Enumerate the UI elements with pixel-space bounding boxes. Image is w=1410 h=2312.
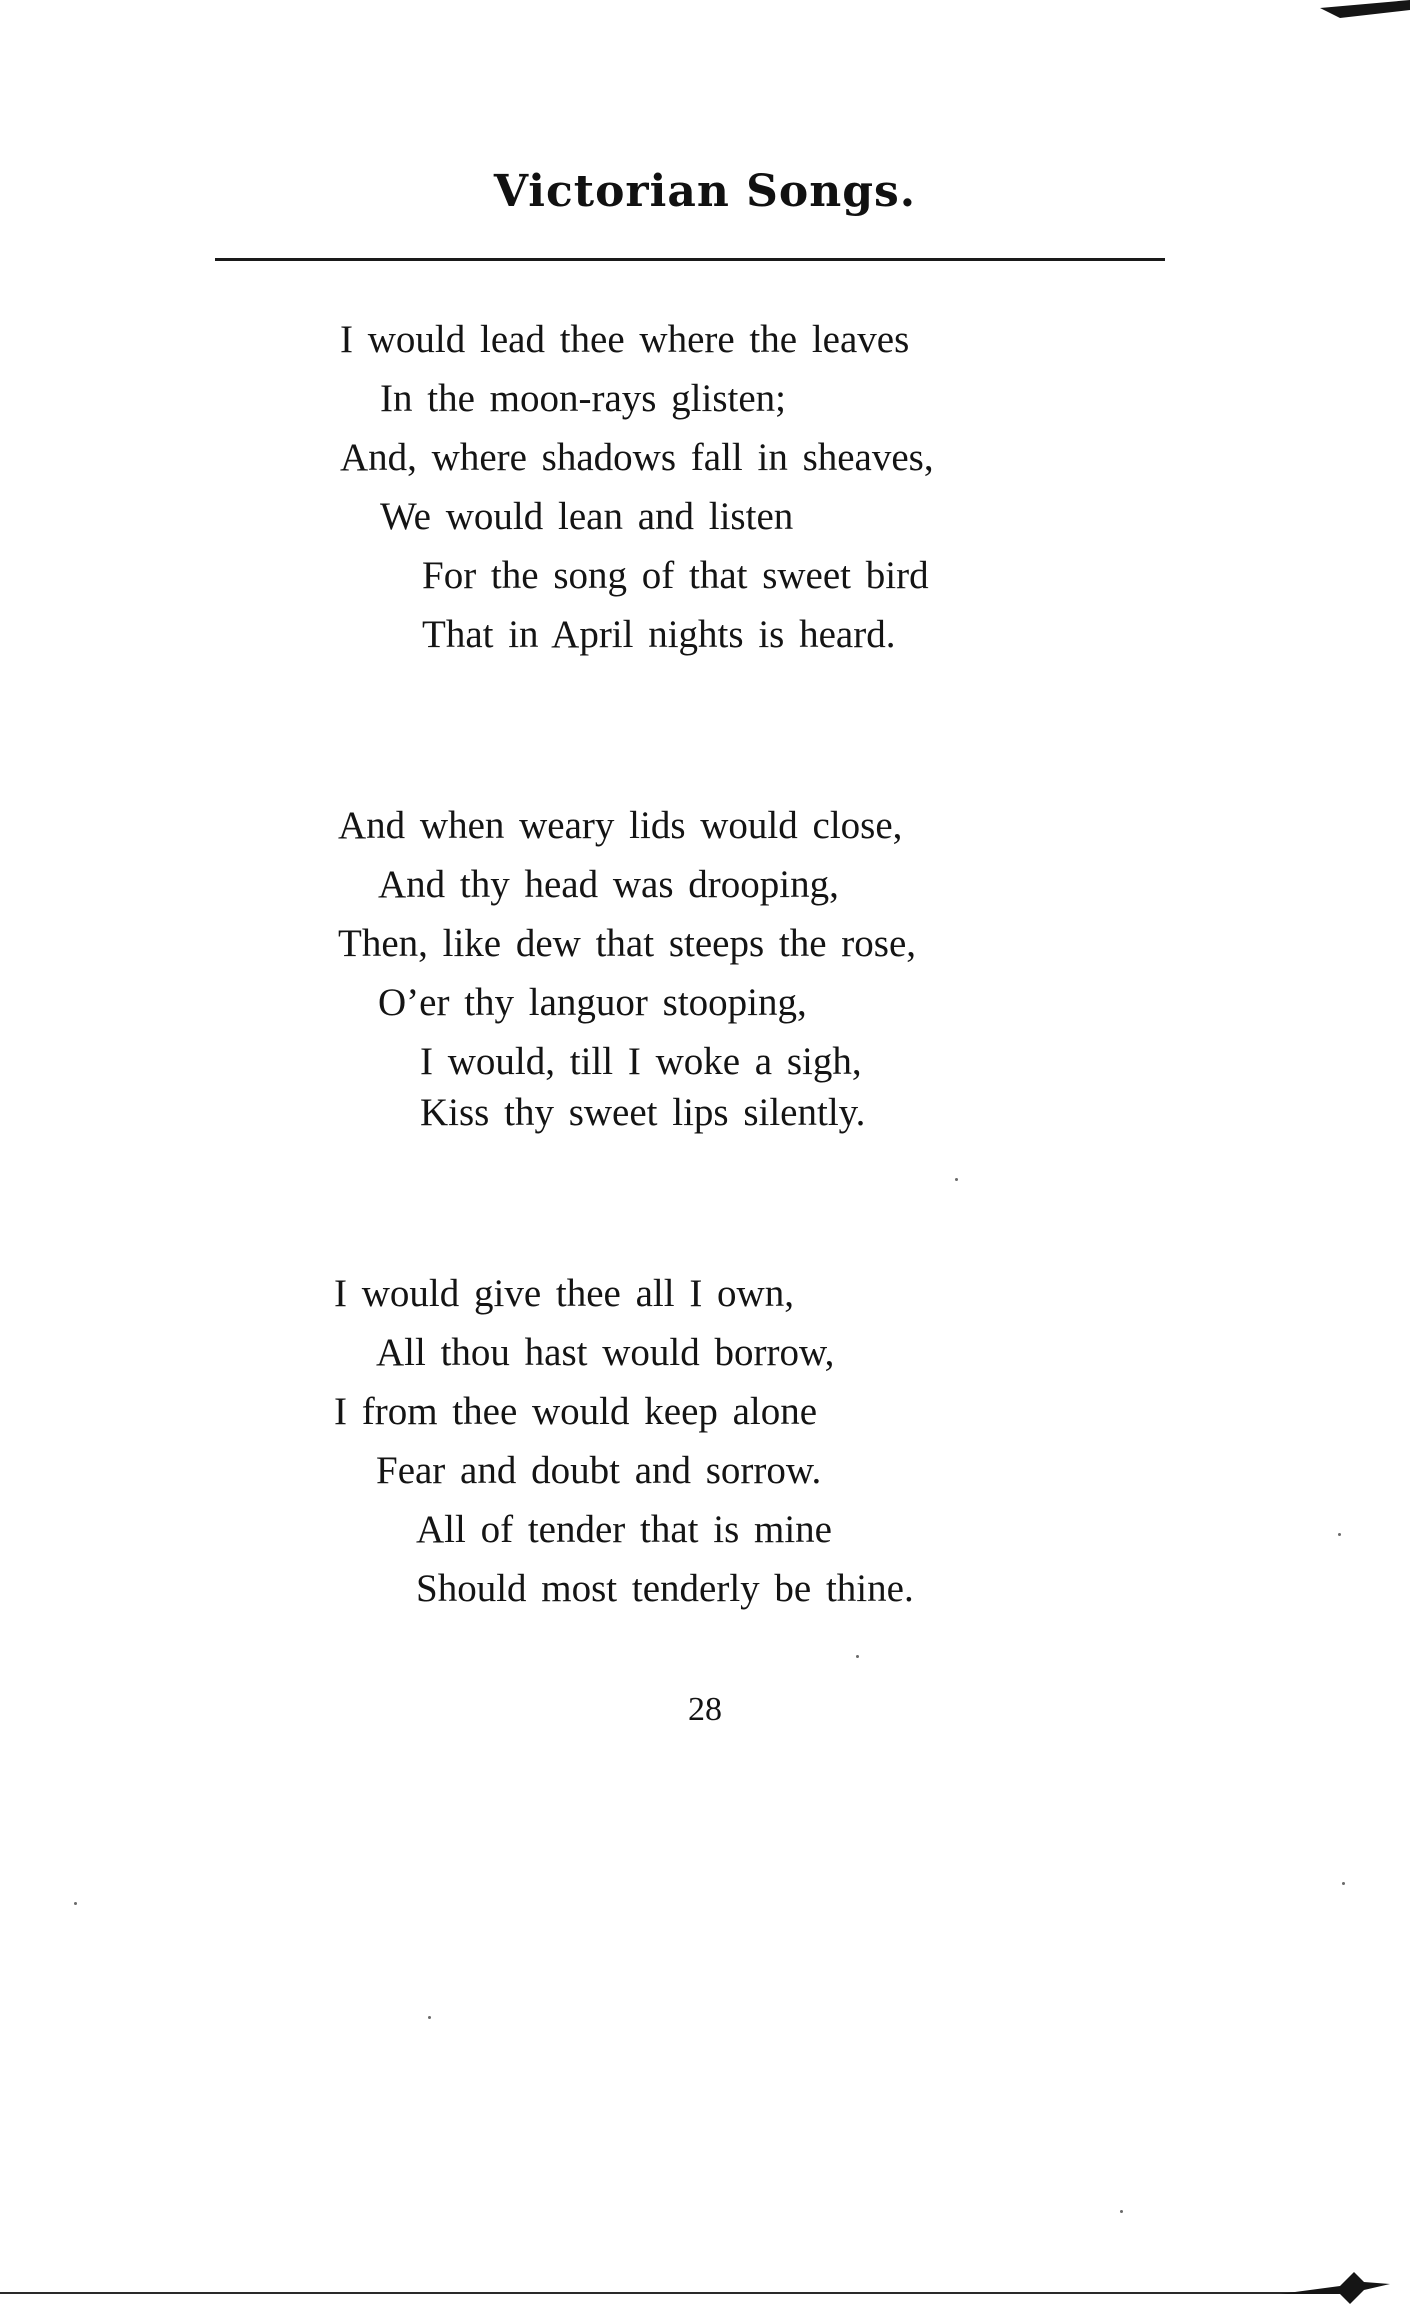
- stanza-1-line-6: That in April nights is heard.: [422, 613, 896, 656]
- page-number: 28: [688, 1691, 722, 1728]
- scan-bottom-edge-line: [0, 2292, 1330, 2294]
- scan-speck: [1338, 1533, 1341, 1536]
- stanza-1-line-3: And, where shadows fall in sheaves,: [340, 436, 934, 479]
- stanza-1-line-1: I would lead thee where the leaves: [340, 318, 910, 361]
- scan-speck: [1120, 2210, 1123, 2213]
- scan-speck: [428, 2016, 431, 2019]
- stanza-2-line-3: Then, like dew that steeps the rose,: [338, 922, 916, 965]
- stanza-3-line-3: I from thee would keep alone: [334, 1390, 818, 1433]
- stanza-3-line-6: Should most tenderly be thine.: [416, 1567, 914, 1610]
- scan-speck: [1342, 1882, 1345, 1885]
- stanza-2-line-4: O’er thy languor stooping,: [378, 981, 807, 1024]
- page-corner-mark: [1320, 0, 1410, 30]
- stanza-3-line-1: I would give thee all I own,: [334, 1272, 794, 1315]
- stanza-2-line-5: I would, till I woke a sigh,: [420, 1040, 862, 1083]
- scan-speck: [74, 1902, 77, 1905]
- stanza-2-line-1: And when weary lids would close,: [338, 804, 903, 847]
- scan-speck: [955, 1178, 958, 1181]
- stanza-2-line-6: Kiss thy sweet lips silently.: [420, 1091, 866, 1134]
- stanza-1-line-4: We would lean and listen: [380, 495, 794, 538]
- page-bottom-mark: [1280, 2264, 1390, 2312]
- running-head: Victorian Songs.: [493, 166, 917, 217]
- stanza-1-line-2: In the moon-rays glisten;: [380, 377, 787, 420]
- stanza-3-line-5: All of tender that is mine: [416, 1508, 832, 1551]
- header-rule: [215, 258, 1165, 261]
- stanza-2-line-2: And thy head was drooping,: [378, 863, 839, 906]
- stanza-3-line-4: Fear and doubt and sorrow.: [376, 1449, 822, 1492]
- stanza-3-line-2: All thou hast would borrow,: [376, 1331, 835, 1374]
- scan-speck: [856, 1655, 859, 1658]
- stanza-1-line-5: For the song of that sweet bird: [422, 554, 929, 597]
